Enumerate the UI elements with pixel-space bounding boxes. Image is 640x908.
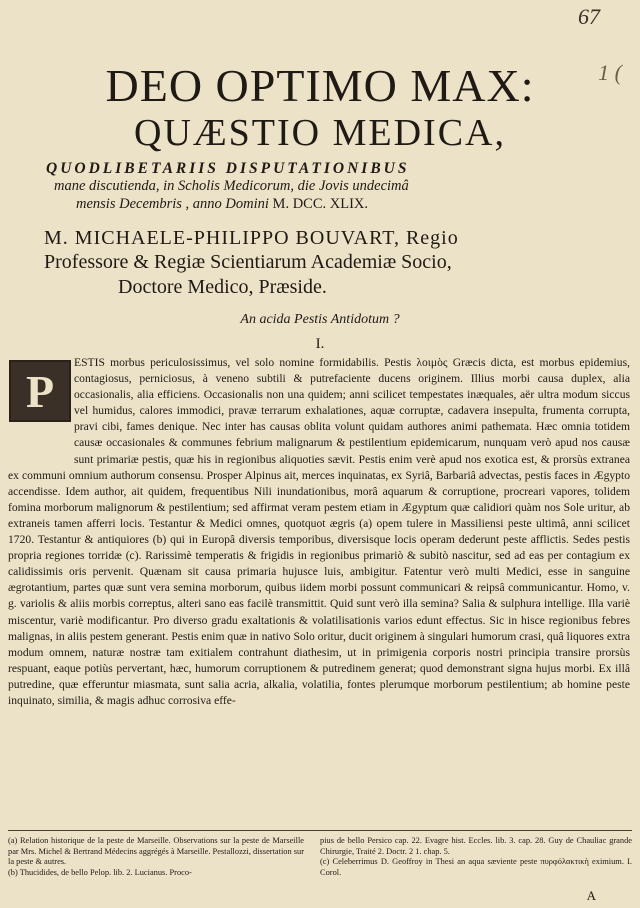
praeses-name: M. MICHAELE-PHILIPPO BOUVART, Regio	[44, 227, 459, 249]
footnote-rule	[8, 830, 632, 831]
subtitle-date-line: mane discutienda, in Scholis Medicorum, die Jovis undecimâ	[54, 178, 409, 194]
dedication-title: DEO OPTIMO MAX:	[105, 60, 535, 111]
main-title: QUÆSTIO MEDICA,	[134, 112, 506, 154]
footnote-b-continued: pius de bello Persico cap. 22. Evagre hist. Eccles. lib. 3. cap. 28. Guy de Chauliac grande Chirurgie, Traité 2. Doctr. 2 1. chap. 5.	[320, 836, 632, 856]
body-text-block	[8, 355, 630, 709]
folio-number: 67	[578, 4, 600, 29]
decorated-initial	[9, 360, 71, 422]
footnotes-left-column	[8, 836, 304, 878]
subtitle-disputations: QUODLIBETARIIS DISPUTATIONIBUS	[46, 160, 410, 177]
section-number: I.	[315, 336, 325, 352]
initial-letter: P	[25, 365, 55, 417]
year-text: M. DCC. XLIX.	[272, 196, 369, 212]
body-paragraph: ESTIS morbus periculosissimus, vel solo nomine formidabilis. Pestis λοιμὸς Græcis dicta, est morbus epidemius, contagiosus, perniciosus, à veneno subtili & putrefaciente ducens originem. Illius morbi causa duplex, alia occasionalis, alia efficiens. Occasionalis non una quidem; anni scilicet tempestates inæquales, aër ultra modum siccus vel humidus, calores immodici, pravæ terrarum exhalationes, aquæ corruptæ, cadavera insepulta, frumenta corrupta, pravi cibi, fames denique. Nec inter has causas oblita volunt quidam authores animi pathemata. Hæc omnia totidem causæ occasionales & communes febrium malignarum & pestilentium epidemicarum, nunquam verò apud nos causæ sunt primariæ pestis, quæ his in regionibus aliquoties sævit. Pestis enim verè apud nos exotica est, & prorsùs extranea ex communi omnium authorum consensu. Prosper Alpinus ait, merces inquinatas, ex Syriâ, Barbariâ advectas, pestis faces in Ægypto accendisse. Idem author, ait quidem, frequentibus Nili inundationibus, morâ aquarum & corruptione, procreari vapores, tolidem fomina morborum malignorum & pestilentium; sed affirmat veram pestem etiam in Ægyptum quæ calidiori quàm nos Sole uritur, ab extraneis tamen afferri locis. Testantur & Medici omnes, quotquot ægris (a) opem tulere in Massiliensi peste ultimâ, anni scilicet 1720. Testantur & antiquiores (b) qui in Europâ diversis temporibus, diversisque locis operam dederunt peste afflictis. Sedes pestis propria regiones torridæ (c). Rarissimè temperatis & frigidis in regionibus primariò & subitò nascitur, sed ad eas per contagium ex calidissimis oris pervenit. Quænam sit causa primaria hujusce luis, ambigitur. Fatentur verò multi Medici, esse in sanguine ægrotantium, partes quæ sunt vera semina morborum, quibus iidem morbi possunt communicari & reipsâ communicantur. Homo, v. g. variolis & aliis morbis correptus, alteri sano eas facilè transmittit. Quid sunt verò illa semina? Salia & sulphura intellige. Illa variè miscentur, variè modificantur. Pro diverso gradu exaltationis & volatilisationis varios edunt effectus. Sic in hisce regionibus febres malignas, in aliis pestem generant. Pestis enim quæ in nativo Solo oritur, ducit originem à singulari humorum crasi, quâ liquores extra modum omnem, naturæ nostræ tam exitialem contrahunt diathesim, ut in primigenia corporis nostri principia transire prorsùs respuant, eaque potiùs pervertant, hæc, humorum corruptionem & putredinem generat; quod demonstrant signa hujus morbi. Ex illâ putredine, quæ efferuntur miasmata, sunt salia acria, alkalia, volatilia, fontes plerumque morborum pestilentium; ab homine peste inquinato, similia, & magis adhuc corrosiva effe-	[8, 356, 630, 707]
footnotes-right-column	[320, 836, 632, 878]
pencil-mark: 1 (	[598, 60, 622, 85]
footnote-b: (b) Thucidides, de bello Pelop. lib. 2. Lucianus. Proco-	[8, 867, 192, 877]
thesis-question: An acida Pestis Antidotum ?	[240, 312, 400, 327]
footnote-c: (c) Celeberrimus D. Geoffroy in Thesi an aqua sæviente peste πυρφόλακτικὴ eximium. I. Corol.	[320, 857, 632, 877]
praeses-titles: Professore & Regiæ Scientiarum Academiæ Socio,	[44, 251, 452, 273]
footnote-a: (a) Relation historique de la peste de Marseille. Observations sur la peste de Marseille par Mrs. Michel & Bertrand Médecins aggrégés à Marseille. Pestallozzi, dissertation sur la peste & autres.	[8, 836, 304, 867]
signature-mark: A	[586, 888, 596, 903]
subtitle-year-line	[76, 196, 368, 213]
praeses-role: Doctore Medico, Præside.	[118, 276, 327, 298]
month-text: mensis Decembris , anno Domini	[76, 196, 269, 212]
